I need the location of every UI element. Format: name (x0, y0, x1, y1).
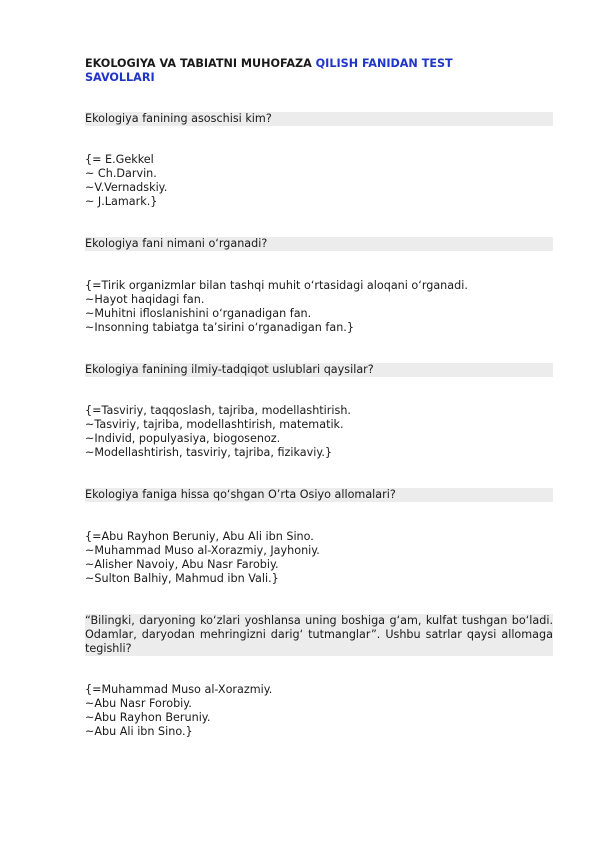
answer-option: ~Insonning tabiatga ta’sirini o‘rganadigan fan.} (85, 321, 354, 334)
answer-option: ~ Ch.Darvin. (85, 167, 157, 180)
answer-option: {=Muhammad Muso al-Xorazmiy. (85, 683, 273, 696)
answer-option: ~Abu Rayhon Beruniy. (85, 711, 211, 724)
question-1: Ekologiya fanining asoschisi kim? (85, 112, 553, 126)
answer-option: ~Individ, populyasiya, biogosenoz. (85, 432, 281, 445)
answer-option: ~Abu Ali ibn Sino.} (85, 725, 193, 738)
answers-3 (85, 404, 553, 460)
answer-option: {= E.Gekkel (85, 153, 154, 166)
title-text: EKOLOGIYA VA TABIATNI MUHOFAZA (85, 57, 316, 70)
answer-option: ~Muhammad Muso al-Xorazmiy, Jayhoniy. (85, 544, 320, 557)
answers-4 (85, 530, 553, 586)
title-highlighted-text: QILISH FANIDAN TEST SAVOLLARI (85, 57, 453, 84)
question-2: Ekologiya fani nimani o‘rganadi? (85, 237, 553, 251)
answer-option: {=Tirik organizmlar bilan tashqi muhit o‘rtasidagi aloqani o‘rganadi. (85, 279, 468, 292)
answer-option: ~Modellashtirish, tasviriy, tajriba, fizikaviy.} (85, 446, 333, 459)
answer-option: ~Muhitni ifloslanishini o‘rganadigan fan. (85, 307, 312, 320)
answers-1 (85, 153, 553, 209)
answer-option: ~Hayot haqidagi fan. (85, 293, 205, 306)
answers-2 (85, 279, 553, 335)
answer-option: ~Tasviriy, tajriba, modellashtirish, matematik. (85, 418, 344, 431)
answers-5 (85, 683, 553, 739)
answer-option: ~Alisher Navoiy, Abu Nasr Farobiy. (85, 558, 279, 571)
answer-option: ~Abu Nasr Forobiy. (85, 697, 192, 710)
answer-option: {=Tasviriy, taqqoslash, tajriba, modellashtirish. (85, 404, 351, 417)
question-4: Ekologiya faniga hissa qo‘shgan O’rta Osiyo allomalari? (85, 488, 553, 502)
answer-option: ~Sulton Balhiy, Mahmud ibn Vali.} (85, 572, 279, 585)
question-3: Ekologiya fanining ilmiy-tadqiqot uslublari qaysilar? (85, 363, 553, 377)
answer-option: ~V.Vernadskiy. (85, 181, 168, 194)
document-title (85, 57, 515, 85)
question-5: “Bilingki, daryoning ko‘zlari yoshlansa uning boshiga g‘am, kulfat tushgan bo‘ladi. Odamlar, daryodan mehringizni darig‘ tutmanglar”. Ushbu satrlar qaysi allomaga tegishli? (85, 614, 553, 655)
answer-option: ~ J.Lamark.} (85, 195, 158, 208)
answer-option: {=Abu Rayhon Beruniy, Abu Ali ibn Sino. (85, 530, 314, 543)
